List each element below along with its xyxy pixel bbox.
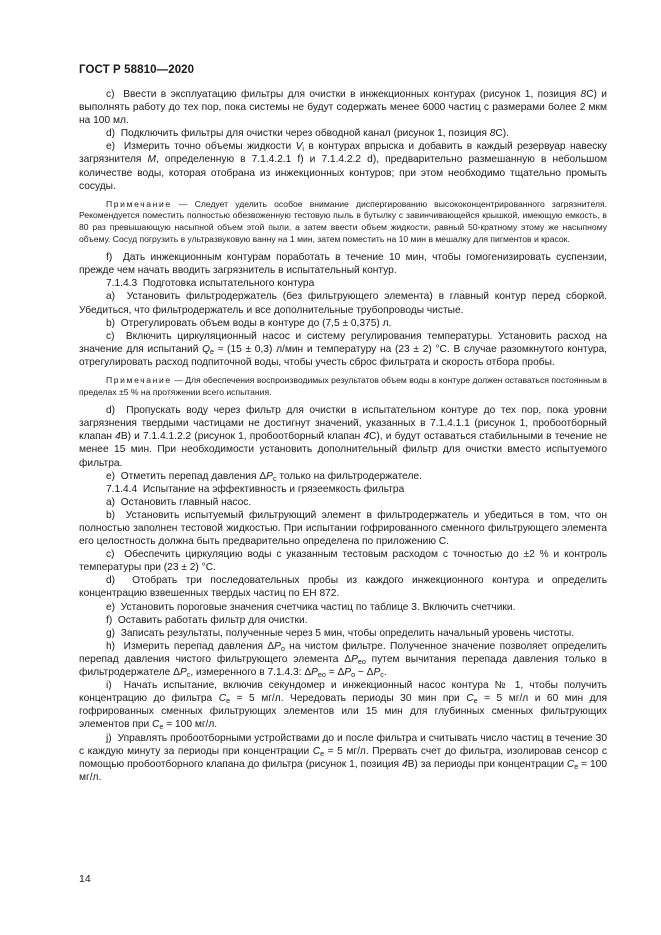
text-paragraph: e) Отметить перепад давления $\Delta P_c$ только на фильтродержателе. bbox=[106, 470, 422, 483]
page-number: 14 bbox=[79, 873, 91, 885]
text-paragraph: j) Управлять пробоотборными устройствами до и после фильтра и считывать число частиц в течение 30 с каждую минуту за периоды при концентрации $C_e = 5$ мг/л. Прервать счет до фильтра, изолировав сенсор с помощью пробоотборного клапана до фильтра (рисунок 1, позиция 4B) за периоды при концентрации $C_e = 100$ мг/л. bbox=[79, 732, 608, 783]
text-paragraph: d) Отобрать три последовательных пробы из каждого инжекционного контура и определить концентрацию взвешенных твердых частиц по ЕН 872. bbox=[79, 575, 607, 600]
text-paragraph: g) Записать результаты, полученные через 5 мин, чтобы определить начальный уровень чистоты. bbox=[106, 627, 575, 639]
text-paragraph: 7.1.4.4 Испытание на эффективность и грязеемкость фильтра bbox=[106, 483, 405, 495]
text-paragraph: c) Включить циркуляционный насос и систему регулирования температуры. Установить расход на значение для испытаний $Q_e \approx (15 \pm 0,3)$ л/мин и температуру на (23 ± 2) °C. В случае разомкнутого контура, отрегулировать расход подпиточной воды, чтобы учесть сброс фильтрата и скорость отбора пробы. bbox=[79, 330, 607, 368]
text-paragraph: f) Дать инжекционным контурам поработать в течение 10 мин, чтобы гомогенизировать суспензии, прежде чем начать вводить загрязнитель в испытательный контур. bbox=[79, 252, 607, 277]
document-header: ГОСТ Р 58810—2020 bbox=[79, 64, 195, 76]
text-paragraph: b) Отрегулировать объем воды в контуре до (7,5 ± 0,375) л. bbox=[106, 317, 392, 329]
text-paragraph: f) Оставить работать фильтр для очистки. bbox=[106, 614, 308, 626]
text-paragraph: c) Обеспечить циркуляцию воды с указанным тестовым расходом с точностью до ±2 % и контроль температуры при (23 ± 2) °C. bbox=[79, 549, 607, 574]
text-paragraph: a) Установить фильтродержатель (без фильтрующего элемента) в главный контур перед сборкой. Убедиться, что фильтродержатель и все дополнительные трубопроводы чистые. bbox=[79, 291, 607, 316]
text-paragraph: d) Пропускать воду через фильтр для очистки в испытательном контуре до тех пор, пока уровни загрязнения твердыми частицами не достигнут значений, указанных в 7.1.4.1.1 (рисунок 1, пробоотборный клапан 4B) и 7.1.4.1.2.2 (рисунок 1, пробоотборный клапан 4C), и будут оставаться стабильными в течение не менее 15 мин. При необходимости установить дополнительный фильтр для очистки вместо испытуемого фильтра. bbox=[79, 405, 608, 469]
note-paragraph: Примечание — Для обеспечения воспроизводимых результатов объем воды в контуре должен оставаться постоянным в пределах ±5 % на протяжении всего испытания. bbox=[79, 374, 607, 397]
document-body bbox=[79, 88, 607, 784]
text-paragraph: 7.1.4.3 Подготовка испытательного контура bbox=[106, 278, 315, 290]
text-paragraph: c) Ввести в эксплуатацию фильтры для очистки в инжекционных контурах (рисунок 1, позиция 8C) и выполнять работу до тех пор, пока системы не будут содержать менее 6000 частиц с размерами более 2 мкм на 100 мл. bbox=[79, 89, 607, 127]
text-paragraph: h) Измерить перепад давления $\Delta P_o$ на чистом фильтре. Полученное значение позволяет определить перепад давления чистого фильтрующего элемента $\Delta P_{eo}$ путем вычитания перепада давления только в фильтродержателе $\Delta P_c$, измеренного в 7.1.4.3: $\Delta P_{eo} = \Delta P_o - \Delta P_c$. bbox=[79, 640, 608, 680]
text-paragraph: e) Установить пороговые значения счетчика частиц по таблице 3. Включить счетчики. bbox=[106, 601, 516, 613]
text-paragraph: e) Измерить точно объемы жидкости $V_i$ в контурах впрыска и добавить в каждый резервуар навеску загрязнителя M, определенную в 7.1.4.2.1 f) и 7.1.4.2.2 d), предварительно размешанную в небольшом количестве воды, которая отобрана из инжекционных контуров; при этом необходимо тщательно промыть сосуды. bbox=[79, 141, 608, 192]
text-paragraph: b) Установить испытуемый фильтрующий элемент в фильтродержатель и убедиться в том, что он полностью заполнен тестовой жидкостью. При испытании гофрированного сменного фильтрующего элемента его целостность должна быть предварительно определена по приложению C. bbox=[79, 509, 607, 548]
note-paragraph: Примечание — Следует уделить особое внимание диспергированию высококонцентрированного загрязнителя. Рекомендуется поместить полностью обезвоженную тестовую пыль в бутылку с завинчивающейся крышкой, имеющую емкость, в 80 раз превышающую насыпной объем этой пыли, а затем ввести объем жидкости, равный 50-кратному этому же насыпному объему. Сосуд погрузить в ультразвуковую ванну на 1 мин, затем поместить на 10 мин в мешалку для пигментов и красок. bbox=[79, 198, 607, 244]
text-paragraph: i) Начать испытание, включив секундомер и инжекционный насос контура № 1, чтобы получить концентрацию до фильтра $C_e = 5$ мг/л. Чередовать периоды 30 мин при $C_e = 5$ мг/л и 60 мин для гофрированных сменных фильтрующих элементов или 15 мин для глубинных сменных фильтрующих элементов при $C_e = 100$ мг/л. bbox=[79, 680, 608, 732]
text-paragraph: d) Подключить фильтры для очистки через обводной канал (рисунок 1, позиция 8C). bbox=[106, 128, 509, 140]
text-paragraph: a) Остановить главный насос. bbox=[106, 496, 252, 508]
